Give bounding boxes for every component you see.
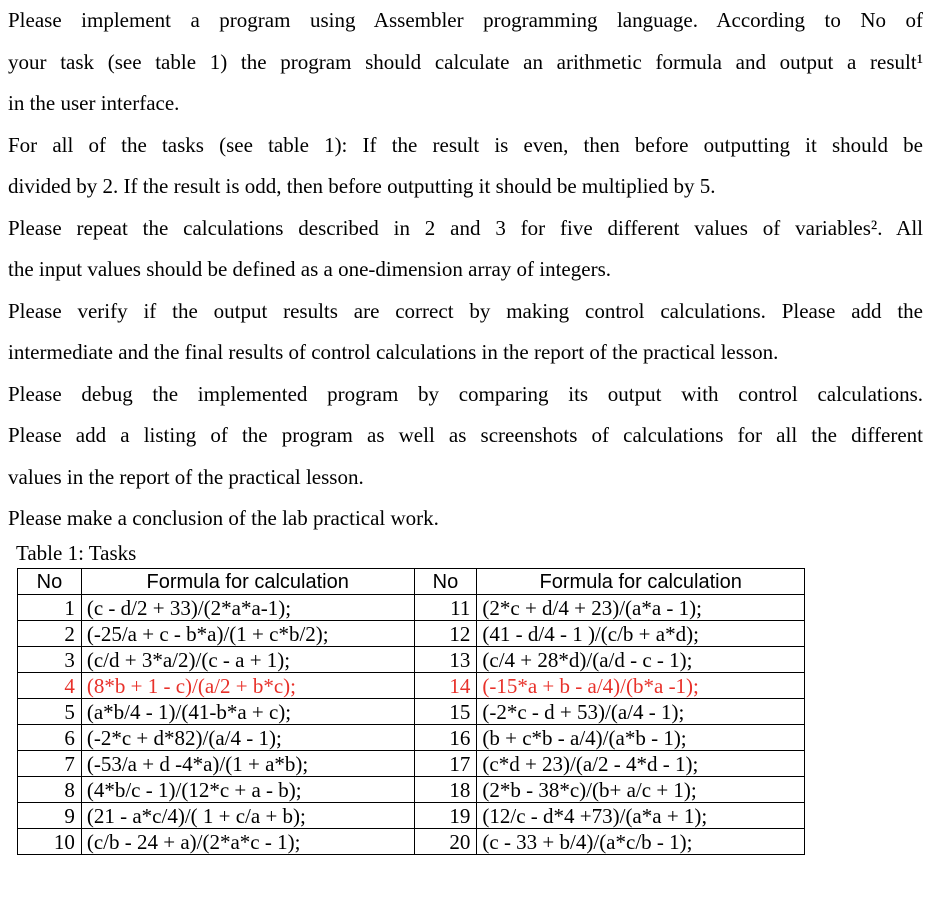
task-formula: (c/4 + 28*d)/(a/d - c - 1);	[477, 647, 805, 673]
tasks-table	[17, 568, 805, 855]
task-formula: (b + c*b - a/4)/(a*b - 1);	[477, 725, 805, 751]
text-line: divided by 2. If the result is odd, then before outputting it should be multiplied by 5.	[8, 174, 716, 198]
task-number: 19	[414, 803, 477, 829]
task-number: 14	[414, 673, 477, 699]
task-formula: (c/d + 3*a/2)/(c - a + 1);	[81, 647, 414, 673]
table-row	[18, 621, 805, 647]
task-number: 9	[18, 803, 82, 829]
instructions-text	[8, 0, 923, 540]
text-line: Please make a conclusion of the lab practical work.	[8, 506, 439, 530]
task-formula: (2*b - 38*c)/(b+ a/c + 1);	[477, 777, 805, 803]
task-formula: (c/b - 24 + a)/(2*a*c - 1);	[81, 829, 414, 855]
task-formula: (-15*a + b - a/4)/(b*a -1);	[477, 673, 805, 699]
task-formula: (-2*c - d + 53)/(a/4 - 1);	[477, 699, 805, 725]
paragraph-verify	[8, 291, 923, 374]
task-number: 16	[414, 725, 477, 751]
table-row	[18, 699, 805, 725]
table-row	[18, 803, 805, 829]
table-header-row	[18, 569, 805, 595]
header-no-left: No	[18, 569, 82, 595]
task-formula: (8*b + 1 - c)/(a/2 + b*c);	[81, 673, 414, 699]
text-line: Please implement a program using Assembler programming language. According to No of	[8, 8, 923, 32]
task-number: 12	[414, 621, 477, 647]
text-line: Please debug the implemented program by comparing its output with control calculations.	[8, 381, 923, 406]
task-number: 1	[18, 595, 82, 621]
text-line: the input values should be defined as a one-dimension array of integers.	[8, 257, 611, 281]
task-formula: (4*b/c - 1)/(12*c + a - b);	[81, 777, 414, 803]
header-no-right: No	[414, 569, 477, 595]
table-row	[18, 725, 805, 751]
task-formula: (12/c - d*4 +73)/(a*a + 1);	[477, 803, 805, 829]
table-body	[18, 595, 805, 855]
table-row	[18, 751, 805, 777]
task-formula: (a*b/4 - 1)/(41-b*a + c);	[81, 699, 414, 725]
table-row	[18, 777, 805, 803]
paragraph-even-odd	[8, 125, 923, 208]
table-row	[18, 647, 805, 673]
task-number: 17	[414, 751, 477, 777]
task-formula: (-53/a + d -4*a)/(1 + a*b);	[81, 751, 414, 777]
task-formula: (41 - d/4 - 1 )/(c/b + a*d);	[477, 621, 805, 647]
table-caption: Table 1: Tasks	[16, 541, 137, 565]
task-number: 15	[414, 699, 477, 725]
task-number: 11	[414, 595, 477, 621]
task-formula: (c - d/2 + 33)/(2*a*a-1);	[81, 595, 414, 621]
task-number: 4	[18, 673, 82, 699]
table-row	[18, 595, 805, 621]
task-number: 3	[18, 647, 82, 673]
text-line: in the user interface.	[8, 91, 180, 115]
header-formula-right: Formula for calculation	[477, 569, 805, 595]
paragraph-repeat	[8, 208, 923, 291]
task-formula: (c - 33 + b/4)/(a*c/b - 1);	[477, 829, 805, 855]
task-number: 18	[414, 777, 477, 803]
paragraph-debug	[8, 374, 923, 499]
text-line: values in the report of the practical lesson.	[8, 464, 364, 489]
task-number: 5	[18, 699, 82, 725]
text-line: your task (see table 1) the program should calculate an arithmetic formula and output a result¹	[8, 49, 923, 74]
table-row	[18, 829, 805, 855]
task-number: 10	[18, 829, 82, 855]
task-number: 8	[18, 777, 82, 803]
text-line: Please repeat the calculations described in 2 and 3 for five different values of variables². All	[8, 215, 923, 240]
task-formula: (2*c + d/4 + 23)/(a*a - 1);	[477, 595, 805, 621]
text-line: Please add a listing of the program as well as screenshots of calculations for all the different	[8, 423, 923, 447]
task-formula: (-2*c + d*82)/(a/4 - 1);	[81, 725, 414, 751]
table-row	[18, 673, 805, 699]
task-number: 20	[414, 829, 477, 855]
task-number: 2	[18, 621, 82, 647]
task-formula: (-25/a + c - b*a)/(1 + c*b/2);	[81, 621, 414, 647]
text-line: intermediate and the final results of control calculations in the report of the practical lesson.	[8, 340, 779, 364]
task-number: 13	[414, 647, 477, 673]
text-line: For all of the tasks (see table 1): If the result is even, then before outputting it should be	[8, 132, 923, 157]
header-formula-left: Formula for calculation	[81, 569, 414, 595]
text-line: Please verify if the output results are correct by making control calculations. Please add the	[8, 298, 923, 323]
task-formula: (21 - a*c/4)/( 1 + c/a + b);	[81, 803, 414, 829]
task-number: 6	[18, 725, 82, 751]
paragraph-conclusion	[8, 498, 923, 540]
task-number: 7	[18, 751, 82, 777]
task-formula: (c*d + 23)/(a/2 - 4*d - 1);	[477, 751, 805, 777]
paragraph-implement	[8, 0, 923, 125]
